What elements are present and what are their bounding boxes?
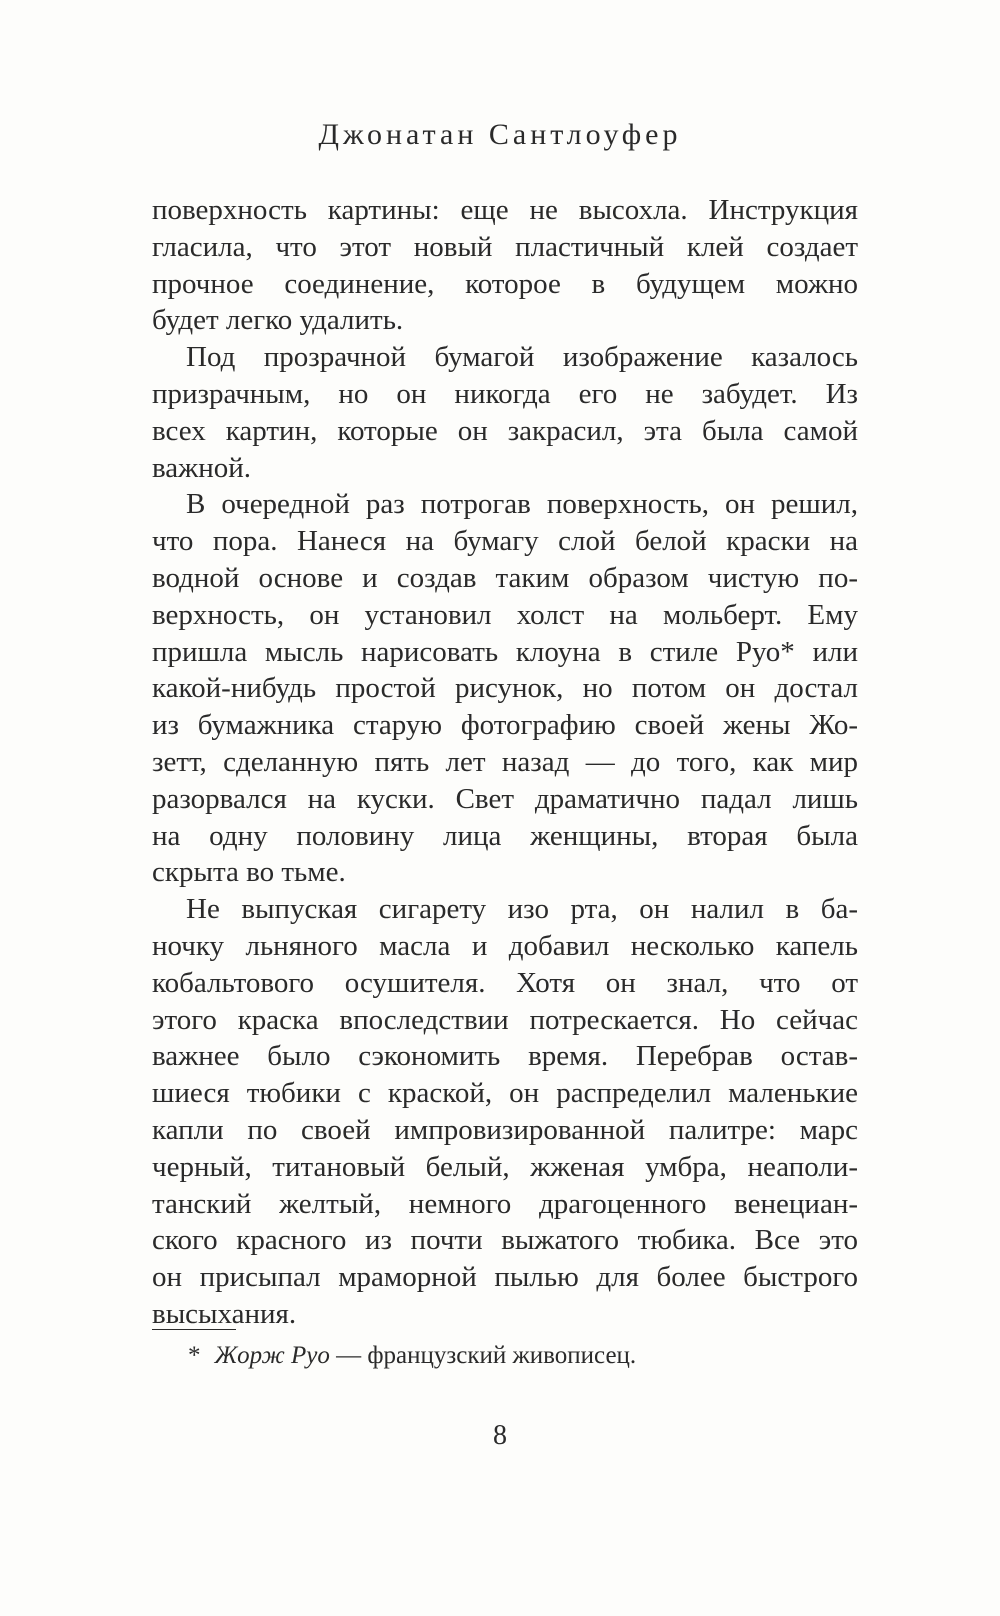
text-line: важнее было сэкономить время. Перебрав остав- (152, 1040, 858, 1073)
text-line: шиеся тюбики с краской, он распределил маленькие (152, 1077, 858, 1110)
text-line: разорвался на куски. Свет драматично падал лишь (152, 782, 858, 815)
text-line: этого краска впоследствии потрескается. Но сейчас (152, 1003, 858, 1036)
text-line: верхность, он установил холст на мольберт. Ему (152, 598, 858, 631)
text-line: водной основе и создав таким образом чистую по- (152, 561, 858, 594)
text-line: важной. (152, 451, 252, 484)
running-head: Джонатан Сантлоуфер (318, 118, 682, 151)
text-line: гласила, что этот новый пластичный клей создает (152, 230, 858, 263)
text-line: капли по своей импровизированной палитре: марс (152, 1113, 858, 1146)
text-line: будет легко удалить. (152, 304, 404, 337)
body-text (152, 192, 858, 1333)
page-number: 8 (493, 1420, 507, 1451)
text-line: высыхания. (152, 1297, 297, 1330)
text-line: ского красного из почти выжатого тюбика. Все это (152, 1224, 858, 1257)
text-line: что пора. Нанеся на бумагу слой белой краски на (152, 525, 858, 558)
text-line: ночку льняного масла и добавил несколько капель (152, 929, 858, 962)
text-line: Под прозрачной бумагой изображение казалось (186, 341, 858, 374)
paragraph (152, 339, 858, 486)
paragraph (152, 486, 858, 891)
text-line: всех картин, которые он закрасил, эта была самой (152, 414, 858, 447)
text-line: призрачным, но он никогда его не забудет. Из (152, 377, 858, 410)
text-line: кобальтового осушителя. Хотя он знал, что от (152, 966, 858, 999)
footnote (188, 1340, 636, 1372)
text-line: зетт, сделанную пять лет назад — до того, как мир (152, 745, 858, 778)
text-line: прочное соединение, которое в будущем можно (152, 267, 858, 300)
footnote-name: Жорж Руо (214, 1342, 330, 1369)
paragraph (152, 192, 858, 339)
footnote-divider (152, 1329, 236, 1330)
text-line: какой-нибудь простой рисунок, но потом он достал (152, 672, 858, 705)
text-line: на одну половину лица женщины, вторая была (152, 819, 858, 852)
text-line: он присыпал мраморной пылью для более быстрого (152, 1261, 858, 1294)
text-line: поверхность картины: еще не высохла. Инструкция (152, 194, 858, 226)
text-line: Не выпуская сигарету изо рта, он налил в ба- (186, 893, 858, 926)
text-line: черный, титановый белый, жженая умбра, неаполи- (152, 1150, 858, 1183)
paragraph (152, 891, 858, 1333)
footnote-text: — французский живописец. (329, 1342, 637, 1369)
text-line: В очередной раз потрогав поверхность, он решил, (186, 488, 858, 521)
text-line: из бумажника старую фотографию своей жены Жо- (152, 709, 858, 742)
footnote-mark: * (188, 1342, 201, 1369)
text-line: пришла мысль нарисовать клоуна в стиле Руо* или (152, 635, 858, 668)
text-line: танский желтый, немного драгоценного венециан- (152, 1187, 858, 1220)
text-line: скрыта во тьме. (152, 856, 346, 889)
